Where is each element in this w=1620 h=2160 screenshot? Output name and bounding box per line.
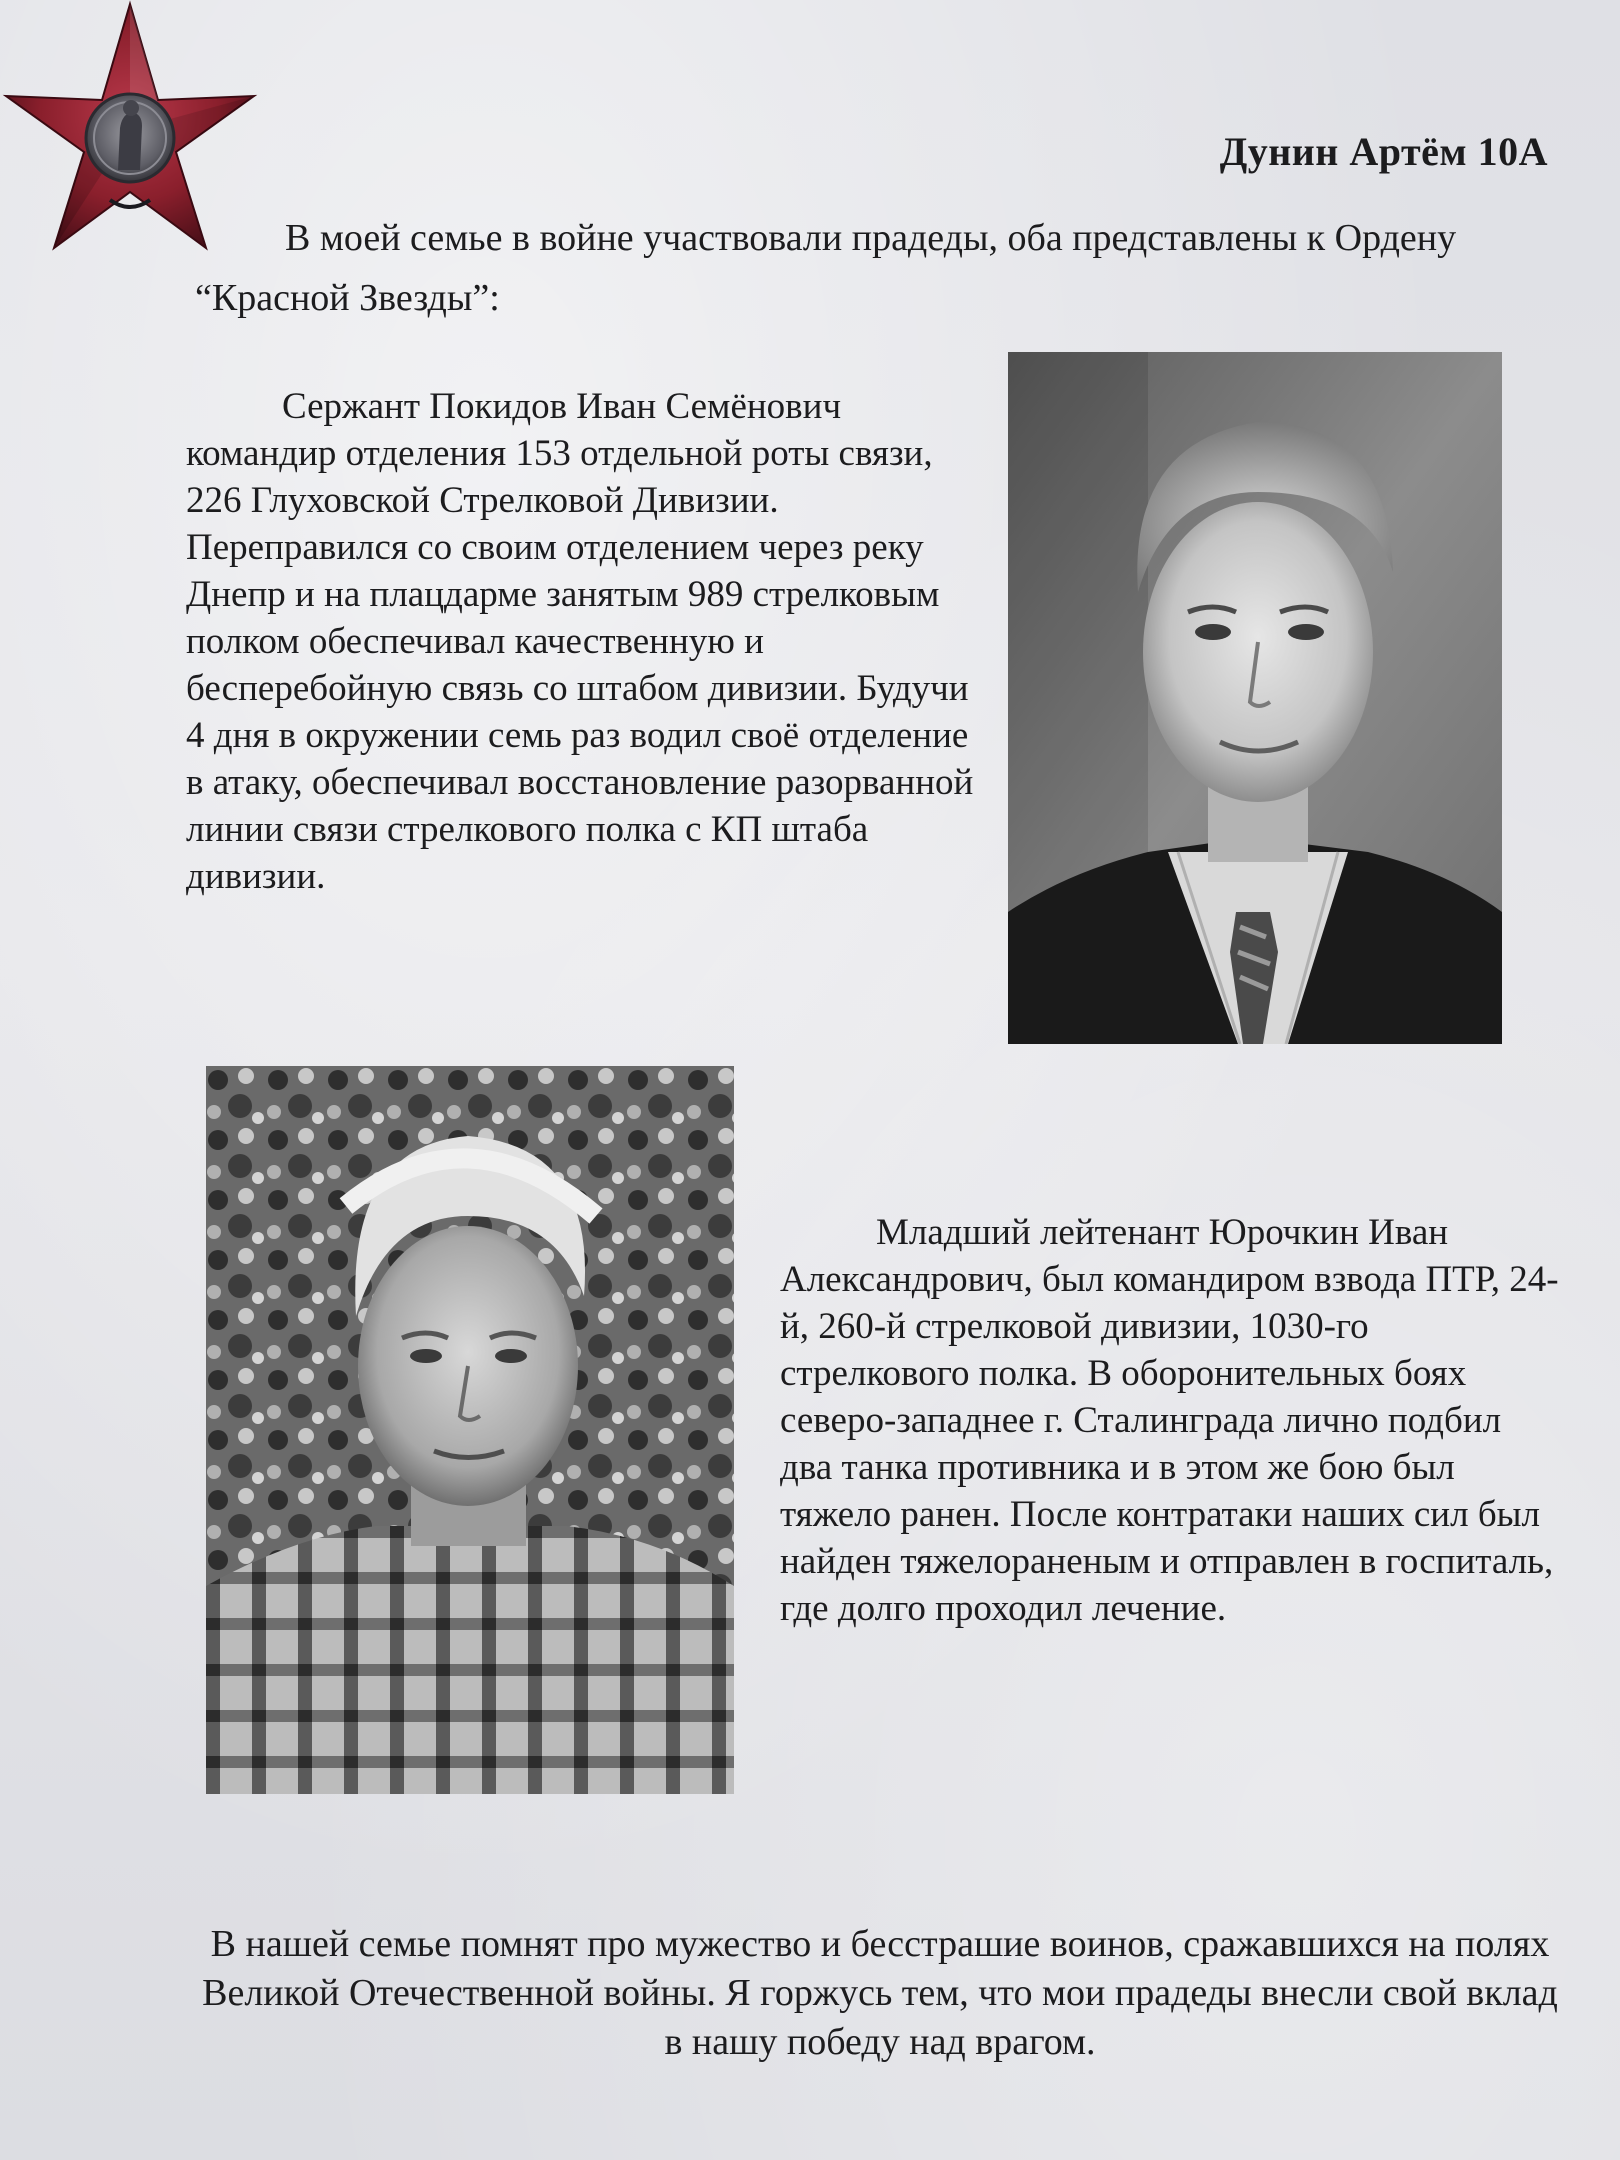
closing-paragraph: В нашей семье помнят про мужество и бесстрашие воинов, сражавшихся на полях Великой Отечественной войны. Я горжусь тем, что мои прадеды внесли свой вклад в нашу победу над врагом. (202, 1923, 1558, 2063)
intro-paragraph (195, 208, 1555, 328)
person2-text: Младший лейтенант Юрочкин Иван Александрович, был командиром взвода ПТР, 24-й, 260-й стрелковой дивизии, 1030-го стрелкового полка. В оборонительных боях северо-западнее г. Сталинграда лично подбил два танка противника и в этом же бою был тяжело ранен. После контратаки наших сил был найден тяжелораненым и отправлен в госпиталь, где долго проходил лечение. (780, 1212, 1559, 1629)
person2-photo (206, 1066, 734, 1794)
person1-bio (186, 383, 986, 900)
person1-text: Сержант Покидов Иван Семёнович командир отделения 153 отдельной роты связи, 226 Глуховской Стрелковой Дивизии. Переправился со своим отделением через реку Днепр и на плацдарме занятым 989 стрелковым полком обеспечивал качественную и бесперебойную связь со штабом дивизии. Будучи 4 дня в окружении семь раз водил своё отделение в атаку, обеспечивал восстановление разорванной линии связи стрелкового полка с КП штаба дивизии. (186, 386, 974, 897)
person1-photo (1008, 352, 1502, 1044)
intro-text: В моей семье в войне участвовали прадеды, оба представлены к Ордену “Красной Звезды”: (195, 217, 1457, 319)
person2-bio (780, 1209, 1560, 1632)
author-line: Дунин Артём 10А (1219, 129, 1548, 174)
